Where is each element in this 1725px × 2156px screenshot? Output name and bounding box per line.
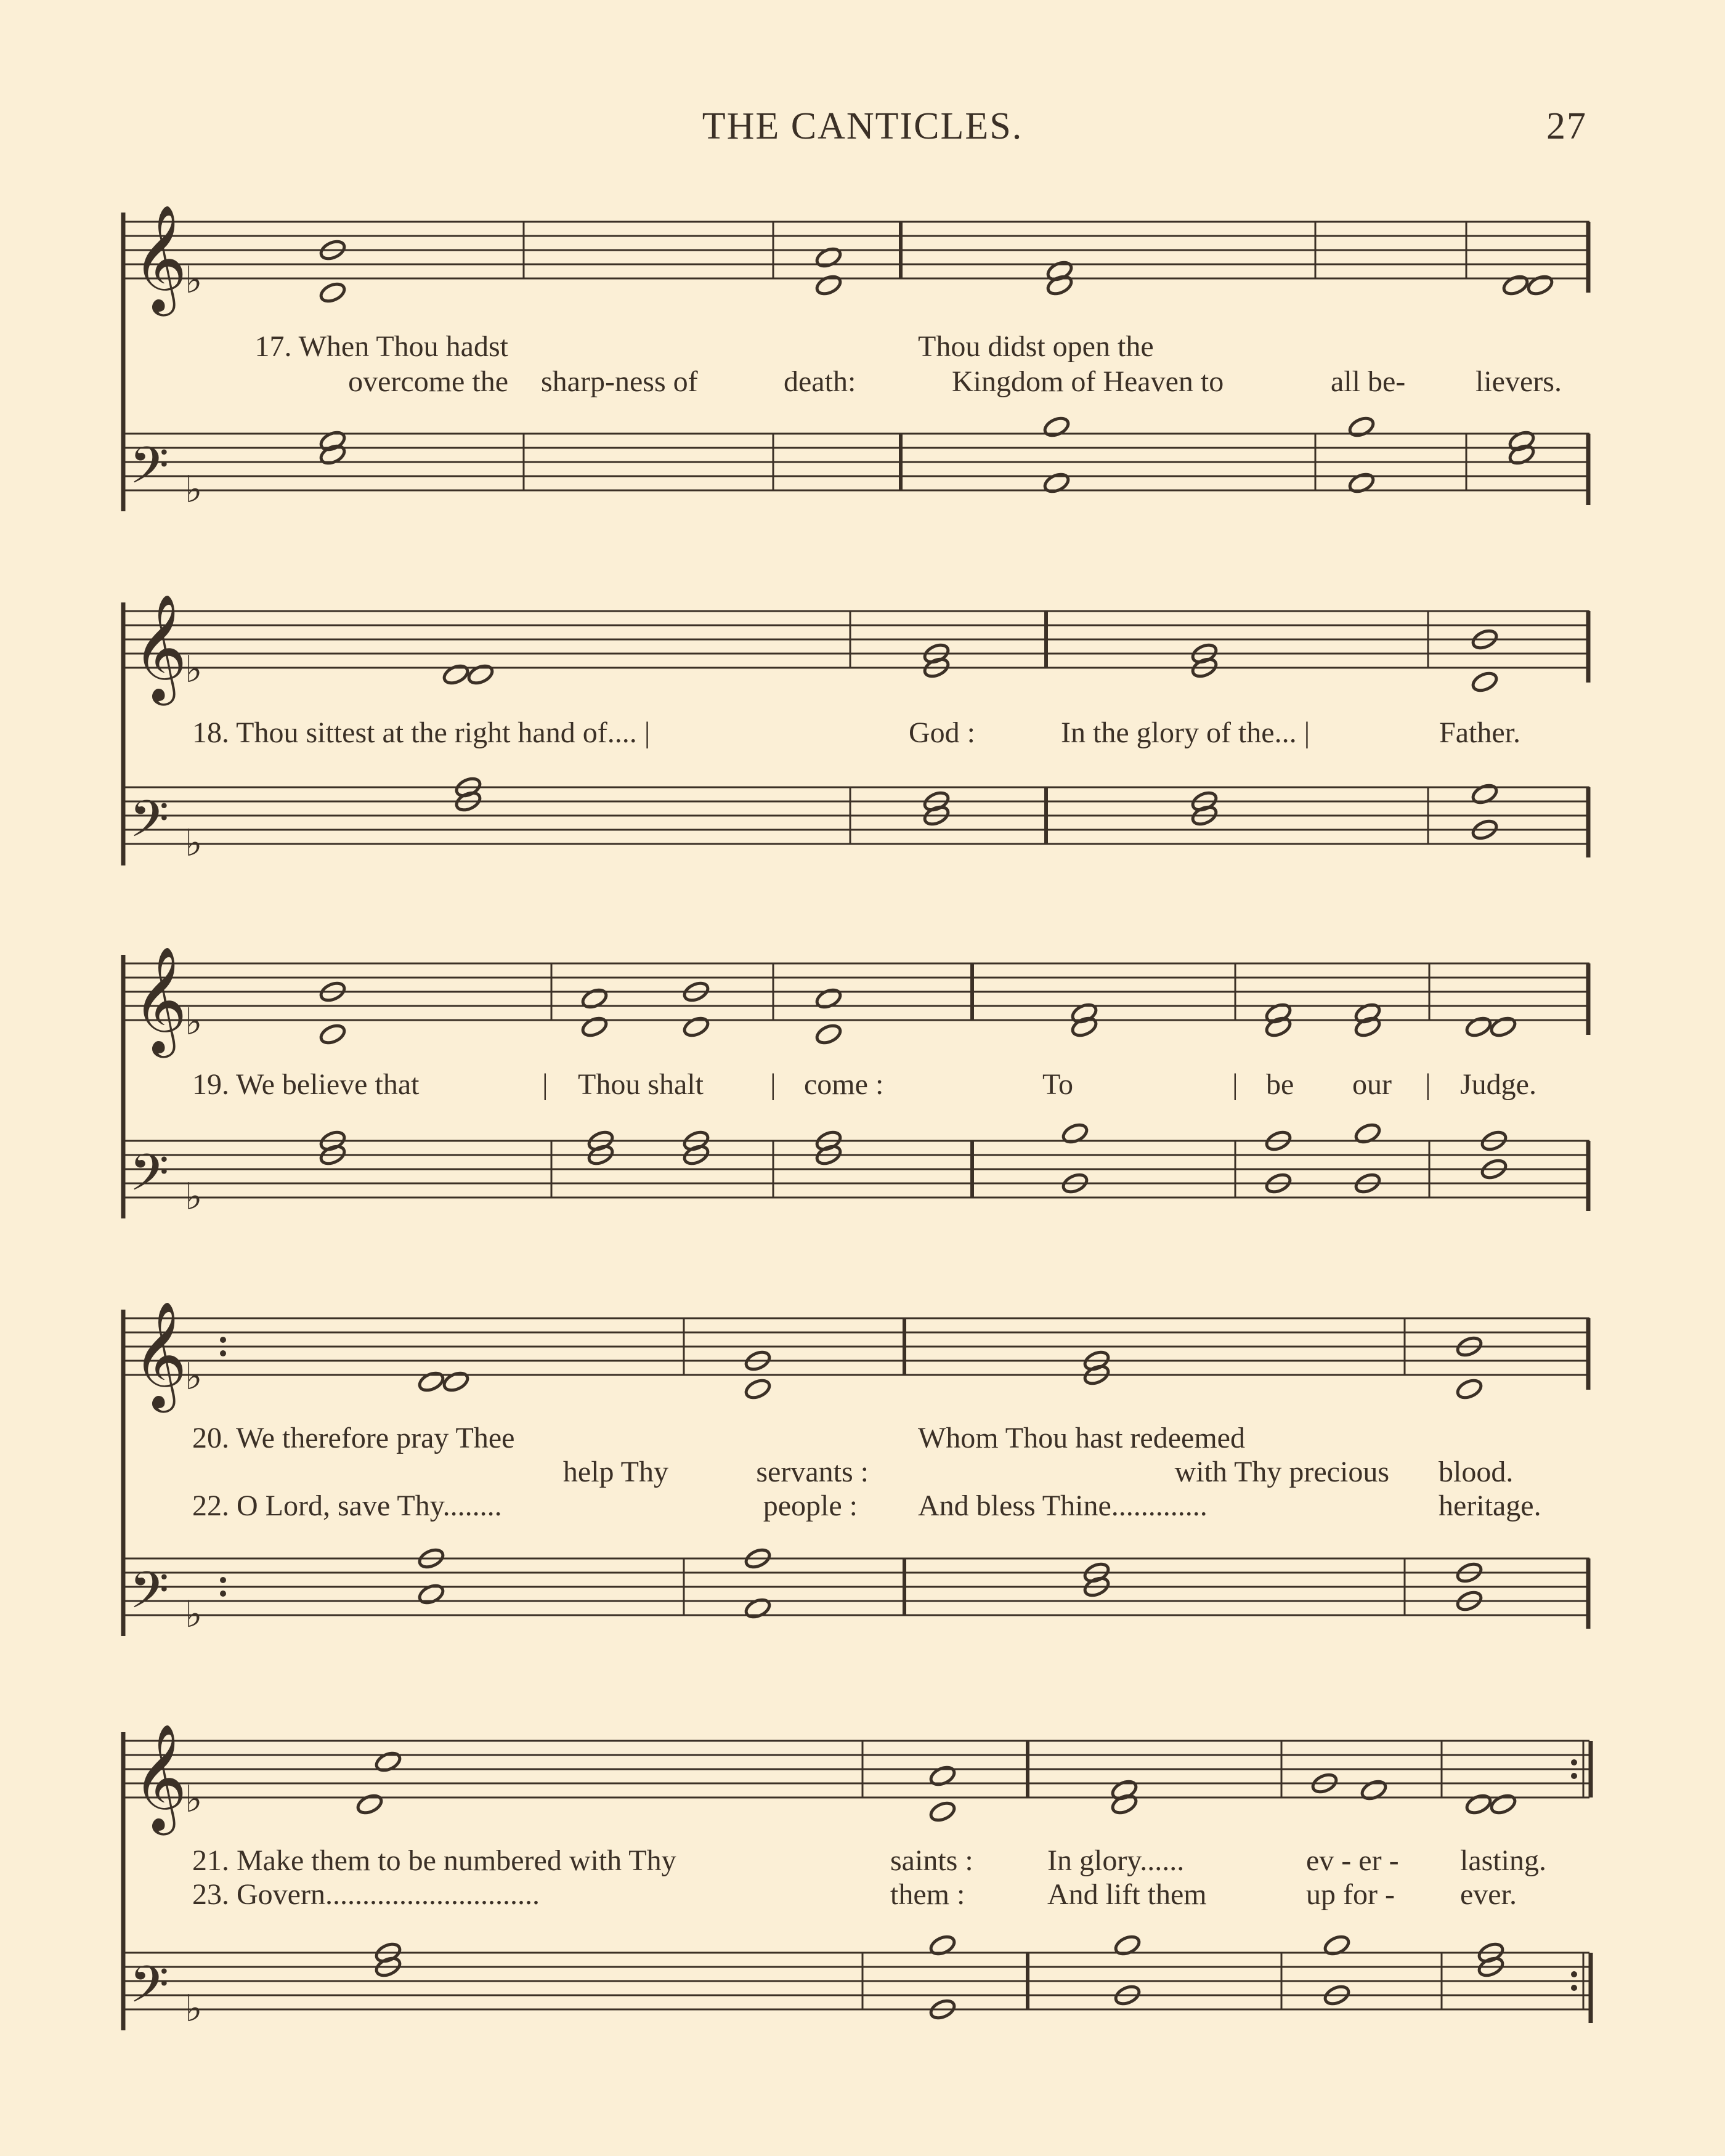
measure-text: Whom Thou hast redeemed: [918, 1422, 1245, 1454]
treble-clef-icon: 𝄞: [132, 1724, 187, 1831]
verse-text: help Thy: [562, 1456, 668, 1488]
svg-text:♭: ♭: [185, 259, 203, 302]
measure-text: Thou shalt: [578, 1068, 704, 1101]
measure-text: In the glory of the... |: [1061, 716, 1310, 749]
page-title: THE CANTICLES.: [702, 105, 1023, 147]
measure-text: our: [1352, 1068, 1392, 1101]
measure-text: death:: [784, 365, 856, 398]
verse-text: 17. When Thou hadst: [254, 330, 508, 363]
svg-text:♭: ♭: [185, 468, 203, 511]
bass-clef-icon: 𝄢: [129, 789, 169, 861]
measure-text: sharp-ness of: [541, 365, 698, 398]
svg-text:♭: ♭: [185, 1355, 203, 1398]
measure-text: lasting.: [1460, 1844, 1546, 1877]
verse-text: 18. Thou sittest at the right hand of.... |: [192, 716, 651, 749]
page-number: 27: [1546, 105, 1587, 147]
measure-text: with Thy precious: [1174, 1456, 1389, 1488]
measure-text: Kingdom of Heaven to: [952, 365, 1224, 398]
bass-clef-icon: 𝄢: [129, 436, 169, 508]
separator: |: [542, 1068, 548, 1101]
measure-text: Judge.: [1460, 1068, 1536, 1101]
measure-text: up for -: [1306, 1878, 1395, 1911]
measure-text: all be-: [1331, 365, 1406, 398]
measure-text: blood.: [1439, 1456, 1514, 1488]
bass-clef-icon: 𝄢: [129, 1560, 169, 1632]
verse-text: 20. We therefore pray Thee: [192, 1422, 515, 1454]
measure-text: To: [1042, 1068, 1073, 1101]
measure-text: heritage.: [1439, 1489, 1541, 1522]
verse-text: 22. O Lord, save Thy........: [192, 1489, 502, 1522]
treble-clef-icon: 𝄞: [132, 594, 187, 701]
measure-text: In glory......: [1047, 1844, 1185, 1877]
measure-text: be: [1266, 1068, 1294, 1101]
svg-text:♭: ♭: [185, 1987, 203, 2030]
treble-clef-icon: 𝄞: [132, 205, 187, 312]
measure-text: people :: [763, 1489, 858, 1522]
measure-text: saints :: [890, 1844, 973, 1877]
measure-text: come :: [804, 1068, 884, 1101]
measure-text: Father.: [1439, 716, 1520, 749]
measure-text: Thou didst open the: [918, 330, 1154, 363]
svg-text:♭: ♭: [185, 1000, 203, 1044]
svg-text:♭: ♭: [185, 1778, 203, 1821]
verse-text: 21. Make them to be numbered with Thy: [192, 1844, 676, 1877]
measure-text: servants :: [756, 1456, 869, 1488]
treble-clef-icon: 𝄞: [132, 946, 187, 1053]
separator: |: [1232, 1068, 1238, 1101]
treble-clef-icon: 𝄞: [132, 1301, 187, 1408]
bass-clef-icon: 𝄢: [129, 1143, 169, 1215]
separator: |: [1425, 1068, 1431, 1101]
measure-text: ever.: [1460, 1878, 1517, 1911]
measure-text: lievers.: [1475, 365, 1562, 398]
measure-text: And bless Thine.............: [918, 1489, 1208, 1522]
svg-text:♭: ♭: [185, 1593, 203, 1636]
verse-text: 23. Govern.............................: [192, 1878, 540, 1911]
separator: |: [770, 1068, 776, 1101]
svg-text:♭: ♭: [185, 648, 203, 691]
bass-clef-icon: 𝄢: [129, 1955, 169, 2027]
svg-text:♭: ♭: [185, 822, 203, 865]
verse-text: 19. We believe that: [192, 1068, 420, 1101]
svg-text:♭: ♭: [185, 1175, 203, 1218]
measure-text: ev - er -: [1306, 1844, 1399, 1877]
measure-text: God :: [909, 716, 975, 749]
measure-text: them :: [890, 1878, 965, 1911]
measure-text: And lift them: [1047, 1878, 1207, 1911]
verse-text-2: overcome the: [348, 365, 508, 398]
